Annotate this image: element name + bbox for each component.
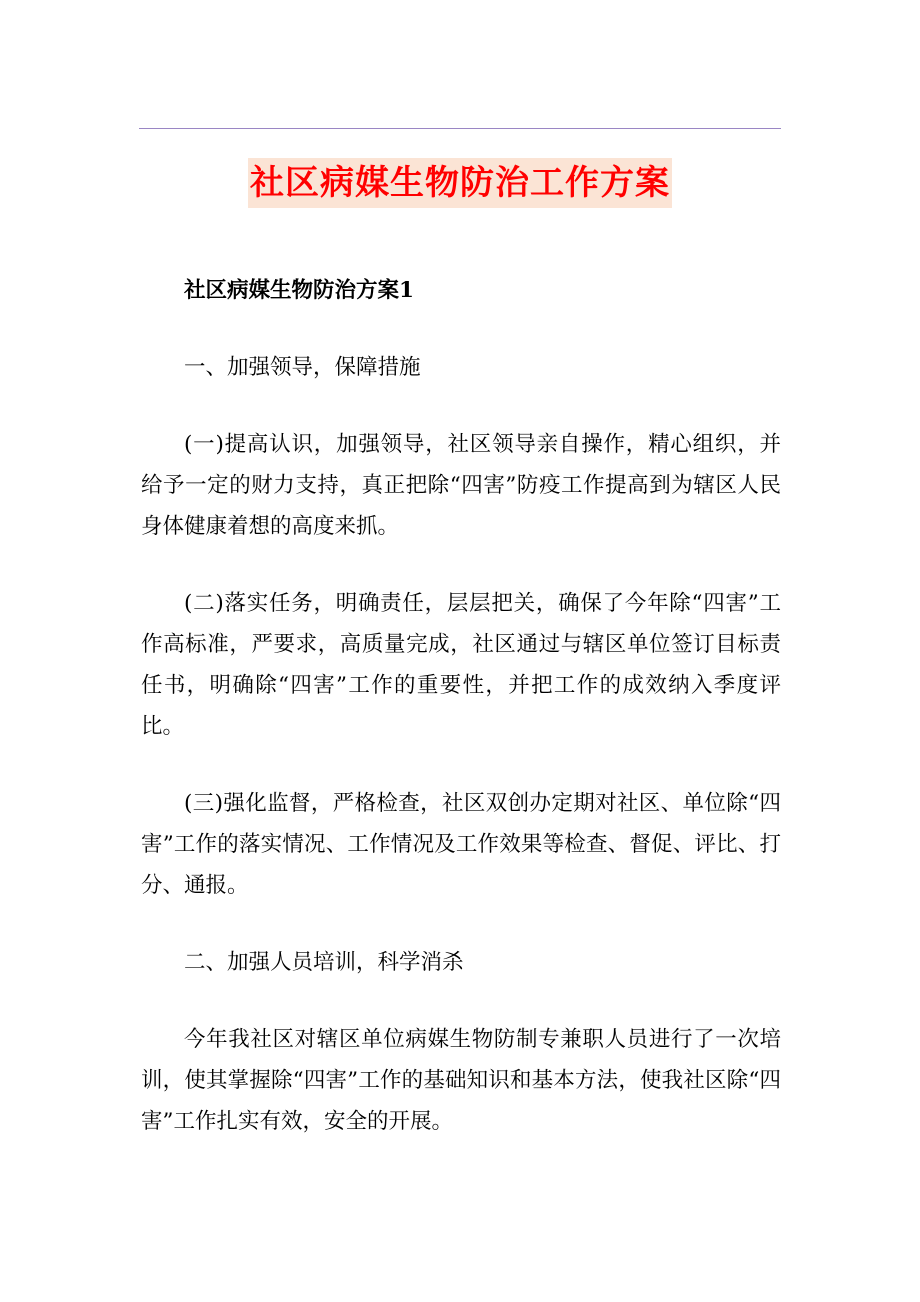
header-rule: [139, 128, 781, 129]
heading-two: 二、加强人员培训，科学消杀: [184, 950, 464, 975]
paragraph-training: 今年我社区对辖区单位病媒生物防制专兼职人员进行了一次培训，使其掌握除“四害”工作的基础知识和基本方法，使我社区除“四害”工作扎实有效，安全的开展。: [141, 1027, 781, 1134]
title-container: [0, 158, 920, 208]
paragraph-item-3: (三)强化监督，严格检查，社区双创办定期对社区、单位除“四害”工作的落实情况、工作情况及工作效果等检查、督促、评比、打分、通报。: [141, 791, 781, 898]
heading-one: 一、加强领导，保障措施: [184, 355, 421, 380]
document-title: 社区病媒生物防治工作方案: [248, 158, 672, 208]
document-body: [141, 270, 781, 1178]
section-subtitle: 社区病媒生物防治方案1: [184, 278, 414, 303]
paragraph-item-1: (一)提高认识，加强领导，社区领导亲自操作，精心组织，并给予一定的财力支持，真正把除“四害”防疫工作提高到为辖区人民身体健康着想的高度来抓。: [141, 432, 781, 539]
paragraph-item-2: (二)落实任务，明确责任，层层把关，确保了今年除“四害”工作高标准，严要求，高质量完成，社区通过与辖区单位签订目标责任书，明确除“四害”工作的重要性，并把工作的成效纳入季度评比。: [141, 591, 781, 739]
